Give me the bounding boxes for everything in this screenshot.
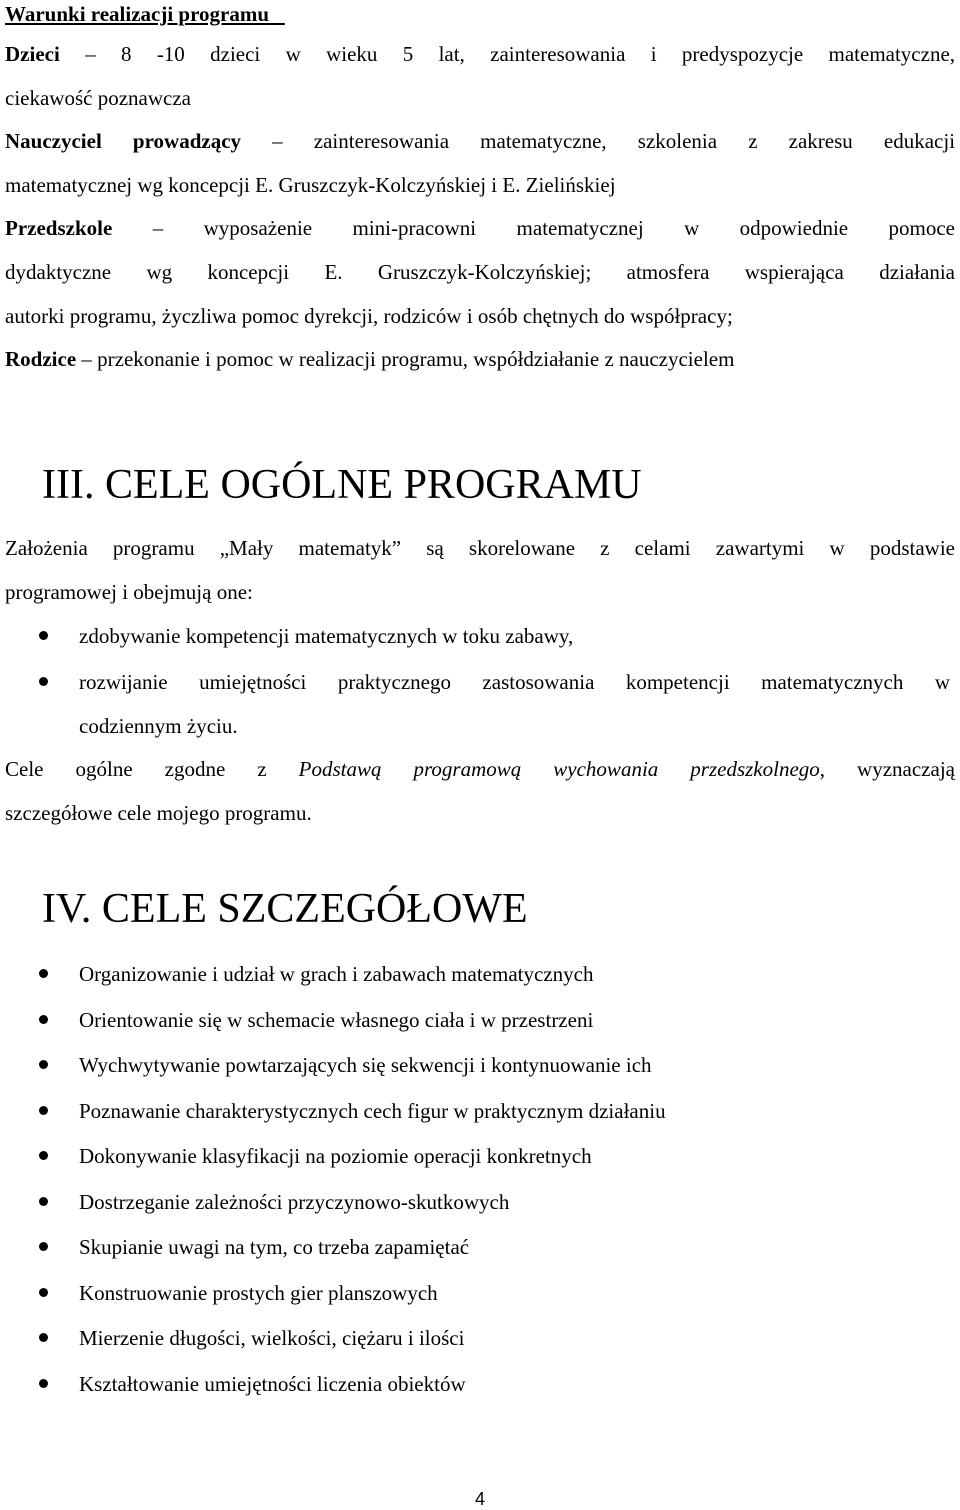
- children-text-1: 8 -10 dzieci w wieku 5 lat, zainteresowania i predyspozycje matematyczne,: [120, 42, 956, 66]
- parents-text-1: przekonanie i pomoc w realizacji programu, współdziałanie z nauczycielem: [97, 347, 735, 371]
- list-item: [0, 1279, 955, 1307]
- list-item-text: zdobywanie kompetencji matematycznych w toku zabawy,: [79, 624, 574, 648]
- teacher-text-1: zainteresowania matematyczne, szkolenia z zakresu edukacji: [313, 129, 956, 153]
- bullet-icon: [39, 1060, 48, 1069]
- parents-line-1: [5, 345, 955, 373]
- list-item: [0, 1233, 955, 1261]
- list-item: [0, 1370, 955, 1398]
- list-item: [0, 668, 955, 696]
- preschool-line-3: autorki programu, życzliwa pomoc dyrekcji, rodziców i osób chętnych do współpracy;: [5, 304, 733, 328]
- list-item: [0, 1324, 955, 1352]
- list-item-text: Skupianie uwagi na tym, co trzeba zapamiętać: [79, 1235, 470, 1259]
- bullet-icon: [39, 1106, 48, 1115]
- dash: –: [152, 216, 164, 240]
- preschool-label: Przedszkole: [5, 216, 113, 240]
- bullet-icon: [39, 1151, 48, 1160]
- bullet-icon: [39, 1288, 48, 1297]
- bullet-icon: [39, 631, 48, 640]
- bullet-icon: [39, 1015, 48, 1024]
- section-4-heading: IV. CELE SZCZEGÓŁOWE: [42, 886, 528, 932]
- list-item-text: Dostrzeganie zależności przyczynowo-skutkowych: [79, 1189, 510, 1214]
- list-item-text: Wychwytywanie powtarzających się sekwencji i kontynuowanie ich: [79, 1053, 652, 1077]
- list-item: [0, 1188, 955, 1216]
- list-item: [0, 622, 955, 650]
- list-item-text: Poznawanie charakterystycznych cech figur w praktycznym działaniu: [79, 1098, 666, 1123]
- closing-pre: Cele ogólne zgodne z: [5, 757, 299, 781]
- dash: –: [85, 42, 96, 66]
- teacher-line-1: [5, 127, 955, 155]
- preschool-line-2: dydaktyczne wg koncepcji E. Gruszczyk-Kolczyńskiej; atmosfera wspierająca działania: [5, 260, 955, 284]
- children-line-2: ciekawość poznawcza: [5, 86, 191, 110]
- parents-label: Rodzice: [5, 347, 77, 371]
- list-item: [0, 1097, 955, 1125]
- conditions-title: Warunki realizacji programu: [5, 2, 270, 26]
- section-3-intro-2: programowej i obejmują one:: [5, 580, 253, 604]
- bullet-icon: [39, 1197, 48, 1206]
- children-line-1: [5, 40, 955, 68]
- list-item-continuation: [0, 712, 955, 740]
- children-label: Dzieci: [5, 42, 60, 66]
- section-3-intro-1: Założenia programu „Mały matematyk” są skorelowane z celami zawartymi w podstawie: [5, 536, 955, 560]
- dash: –: [272, 129, 283, 153]
- bullet-icon: [39, 677, 48, 686]
- preschool-line-1: [5, 214, 955, 242]
- teacher-label: Nauczyciel prowadzący: [5, 129, 242, 153]
- section-3-closing-1: [5, 755, 955, 783]
- dash: –: [81, 347, 92, 371]
- list-item-text: Mierzenie długości, wielkości, ciężaru i ilości: [79, 1326, 465, 1350]
- list-item-text: Orientowanie się w schemacie własnego ciała i w przestrzeni: [79, 1007, 594, 1032]
- list-item-text: codziennym życiu.: [79, 714, 238, 738]
- list-item-text: rozwijanie umiejętności praktycznego zastosowania kompetencji matematycznych w: [79, 670, 950, 694]
- bullet-icon: [39, 969, 48, 978]
- bullet-icon: [39, 1333, 48, 1342]
- bullet-icon: [39, 1242, 48, 1251]
- list-item-text: Kształtowanie umiejętności liczenia obiektów: [79, 1371, 466, 1396]
- list-item-text: Dokonywanie klasyfikacji na poziomie operacji konkretnych: [79, 1144, 592, 1168]
- teacher-line-2: matematycznej wg koncepcji E. Gruszczyk-Kolczyńskiej i E. Zielińskiej: [5, 173, 616, 197]
- list-item: [0, 960, 955, 988]
- list-item-text: Konstruowanie prostych gier planszowych: [79, 1280, 438, 1305]
- section-3-closing-2: szczegółowe cele mojego programu.: [5, 801, 312, 825]
- preschool-text-1: wyposażenie mini-pracowni matematycznej w odpowiednie pomoce: [203, 216, 956, 240]
- bullet-icon: [39, 1379, 48, 1388]
- closing-post: , wyznaczają: [819, 757, 955, 781]
- closing-italic: Podstawą programową wychowania przedszkolnego: [298, 757, 820, 781]
- list-item-text: Organizowanie i udział w grach i zabawach matematycznych: [79, 962, 594, 986]
- section-3-heading: III. CELE OGÓLNE PROGRAMU: [42, 462, 642, 508]
- list-item: [0, 1006, 955, 1034]
- page-number: 4: [474, 1489, 485, 1509]
- list-item: [0, 1051, 955, 1079]
- list-item: [0, 1142, 955, 1170]
